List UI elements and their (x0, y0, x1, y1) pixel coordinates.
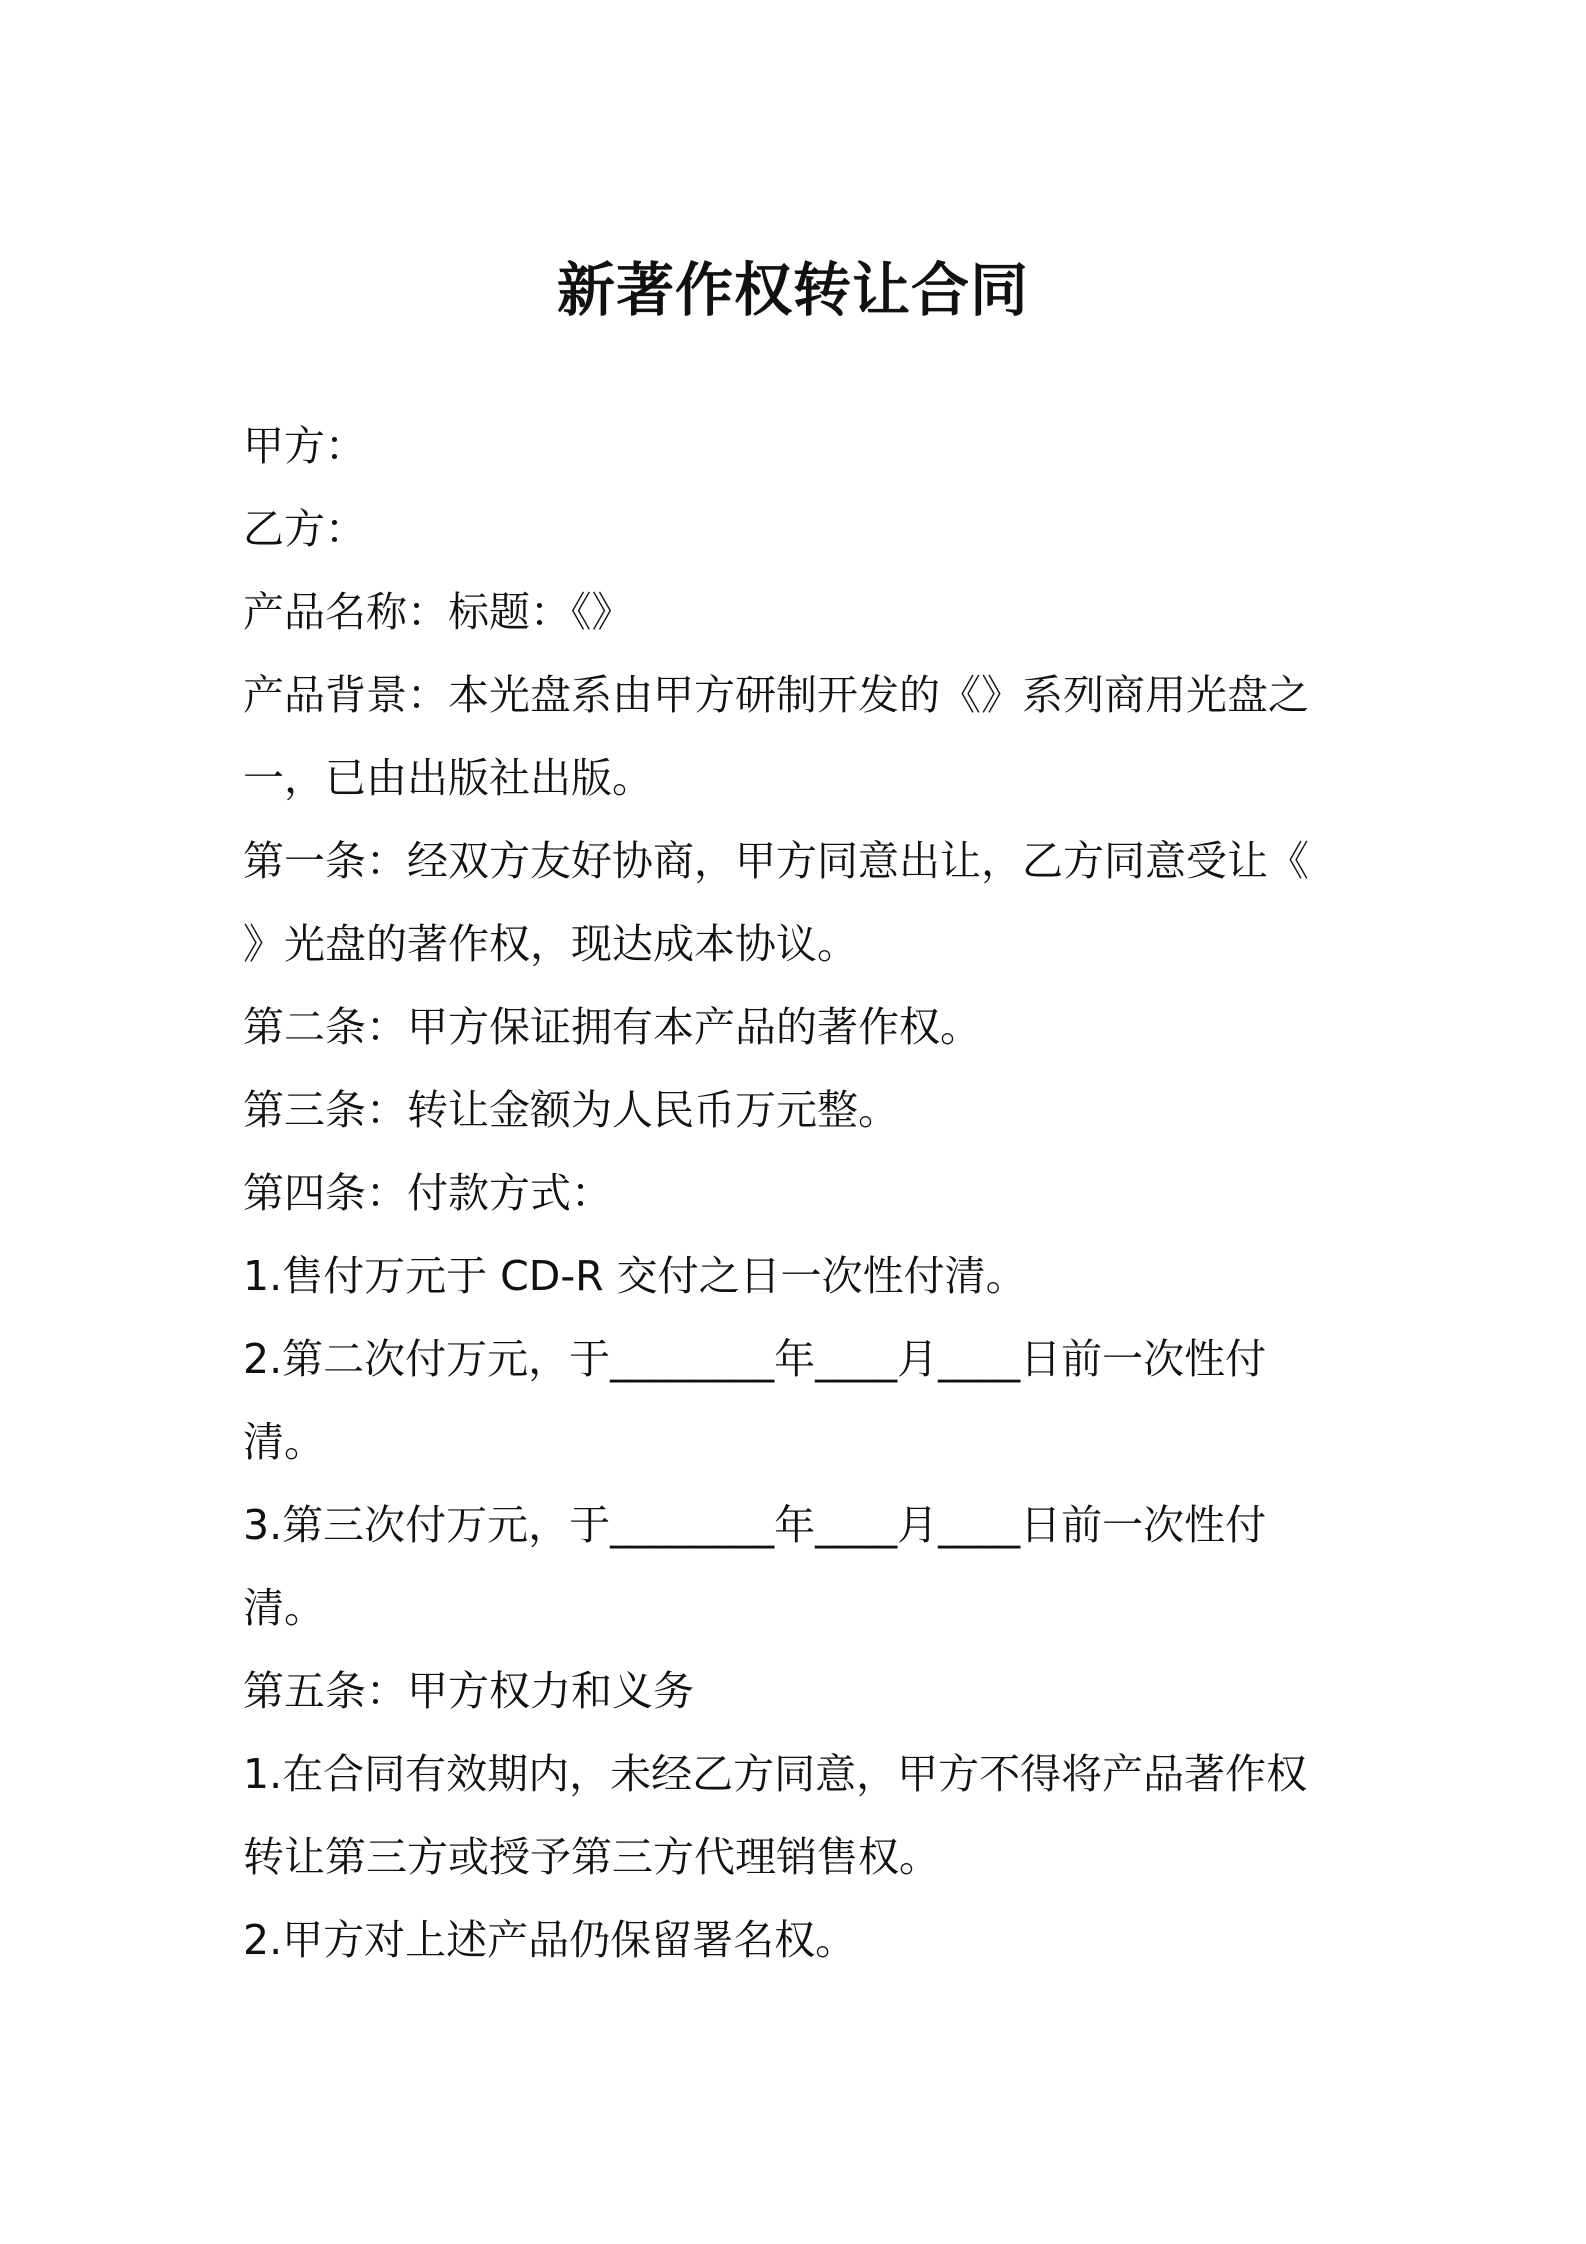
rights-item-1-line-1: 1.在合同有效期内，未经乙方同意，甲方不得将产品著作权 (243, 1750, 1308, 1798)
article-3-line: 第三条：转让金额为人民币万元整。 (243, 1086, 899, 1134)
article-2-line: 第二条：甲方保证拥有本产品的著作权。 (243, 1003, 981, 1051)
article-4-line: 第四条：付款方式： (243, 1169, 612, 1217)
party-b-line: 乙方： (243, 505, 366, 553)
product-name-line: 产品名称：标题：《》 (243, 588, 633, 636)
payment-item-2-line-2: 清。 (243, 1418, 325, 1466)
article-1-line-2: 》光盘的著作权，现达成本协议。 (243, 920, 858, 968)
payment-item-3-line-1: 3.第三次付万元，于________年____月____日前一次性付 (243, 1501, 1267, 1549)
document-body (243, 405, 1358, 1982)
article-5-line: 第五条：甲方权力和义务 (243, 1667, 694, 1715)
payment-item-1-line: 1.售付万元于 CD-R 交付之日一次性付清。 (243, 1252, 1027, 1300)
party-a-line: 甲方： (243, 422, 366, 470)
payment-item-3-line-2: 清。 (243, 1584, 325, 1632)
product-background-line-1: 产品背景：本光盘系由甲方研制开发的《》系列商用光盘之 (243, 671, 1309, 719)
rights-item-1-line-2: 转让第三方或授予第三方代理销售权。 (243, 1833, 940, 1881)
product-background-line-2: 一，已由出版社出版。 (243, 754, 653, 802)
rights-item-2-line: 2.甲方对上述产品仍保留署名权。 (243, 1916, 857, 1964)
article-1-line-1: 第一条：经双方友好协商，甲方同意出让，乙方同意受让《 (243, 837, 1309, 885)
document-title: 新著作权转让合同 (556, 256, 1029, 324)
payment-item-2-line-1: 2.第二次付万元，于________年____月____日前一次性付 (243, 1335, 1267, 1383)
